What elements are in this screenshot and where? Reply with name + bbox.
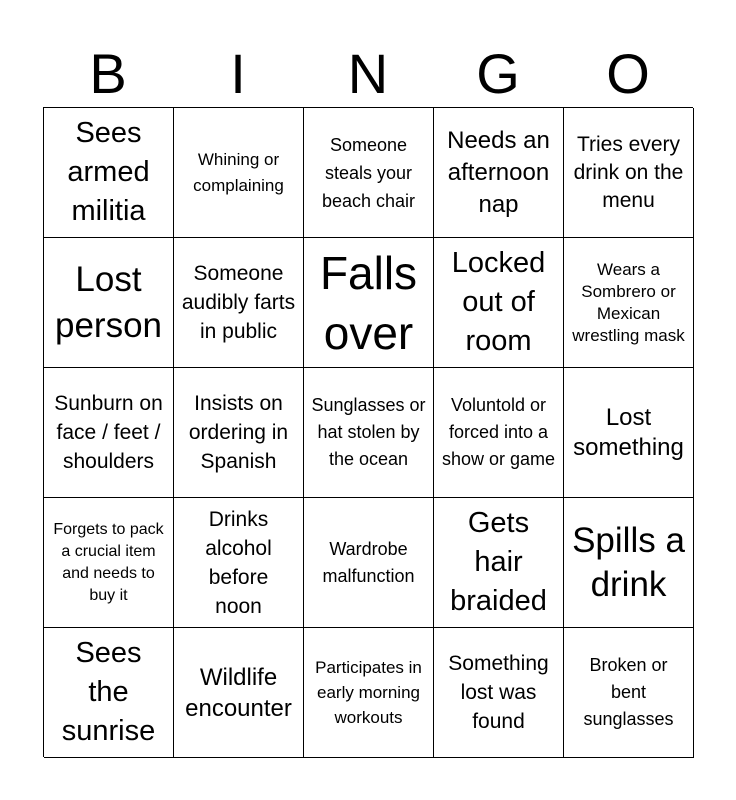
bingo-cell[interactable] (44, 498, 174, 628)
bingo-cell[interactable] (44, 368, 174, 498)
bingo-grid (43, 107, 693, 757)
bingo-cell[interactable] (434, 368, 564, 498)
bingo-cell[interactable] (434, 108, 564, 238)
bingo-cell[interactable] (44, 108, 174, 238)
bingo-cell[interactable] (304, 368, 434, 498)
bingo-cell[interactable] (174, 498, 304, 628)
bingo-cell[interactable] (564, 628, 694, 758)
bingo-cell[interactable] (174, 108, 304, 238)
header-letter-g: G (476, 42, 520, 105)
cell-text: Broken or bent sunglasses (583, 655, 674, 729)
cell-text: Voluntold or forced into a show or game (441, 395, 556, 469)
header-letter-b: B (89, 42, 127, 105)
cell-text: Insists on ordering in Spanish (188, 392, 289, 473)
cell-text: Drinks alcohol before noon (205, 507, 272, 618)
cell-text: Sunglasses or hat stolen by the ocean (311, 395, 426, 469)
bingo-cell[interactable] (304, 628, 434, 758)
bingo-cell[interactable] (434, 238, 564, 368)
cell-text: Tries every drink on the menu (573, 132, 684, 212)
bingo-header (43, 40, 693, 108)
bingo-cell[interactable] (174, 368, 304, 498)
bingo-cell[interactable] (434, 498, 564, 628)
bingo-cell[interactable] (564, 368, 694, 498)
bingo-cell[interactable] (564, 238, 694, 368)
header-letter-i: I (230, 42, 246, 105)
bingo-cell[interactable] (434, 628, 564, 758)
cell-text: Wears a Sombrero or Mexican wrestling mask (572, 259, 685, 345)
bingo-cell[interactable] (564, 498, 694, 628)
cell-text: Wildlife encounter (185, 663, 292, 722)
bingo-cell[interactable] (174, 238, 304, 368)
bingo-cell[interactable] (304, 498, 434, 628)
cell-text: Participates in early morning workouts (315, 658, 422, 727)
cell-text: Needs an afternoon nap (447, 126, 550, 218)
cell-text: Someone audibly farts in public (181, 262, 296, 343)
cell-text: Sees the sunrise (61, 637, 156, 747)
cell-text: Locked out of room (451, 247, 546, 357)
header-letter-n: N (347, 42, 389, 105)
cell-text: Something lost was found (448, 652, 549, 733)
bingo-cell[interactable] (304, 108, 434, 238)
cell-text: Forgets to pack a crucial item and needs to buy it (53, 520, 164, 604)
cell-text: Gets hair braided (450, 507, 547, 617)
bingo-cell[interactable] (44, 238, 174, 368)
cell-text: Lost person (54, 259, 163, 345)
bingo-cell[interactable] (564, 108, 694, 238)
header-letter-o: O (606, 42, 650, 105)
cell-text: Whining or complaining (193, 149, 284, 195)
cell-text: Wardrobe malfunction (322, 538, 415, 586)
cell-text: Someone steals your beach chair (321, 134, 416, 211)
cell-text: Falls over (319, 246, 418, 359)
cell-text: Spills a drink (572, 520, 685, 604)
bingo-cell[interactable] (304, 238, 434, 368)
cell-text: Sunburn on face / feet / shoulders (54, 392, 163, 473)
cell-text: Sees armed militia (67, 117, 150, 227)
bingo-cell[interactable] (174, 628, 304, 758)
bingo-cell[interactable] (44, 628, 174, 758)
cell-text: Lost something (573, 403, 684, 461)
